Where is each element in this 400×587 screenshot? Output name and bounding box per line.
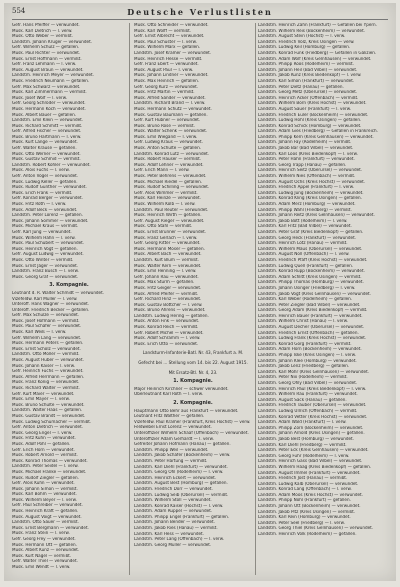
casualty-entry: Unteroffizier Adam Gerhardt — l. verw. xyxy=(134,436,214,442)
casualty-entry: Musk. Michael Kraus — vermißt. xyxy=(12,224,79,230)
casualty-entry: Musk. Albert Bach — verwundet. xyxy=(134,252,202,258)
section-heading: 3. Kompagnie. xyxy=(49,282,89,289)
casualty-entry: Musk. Josef Wolf — l. verw. xyxy=(12,95,68,101)
casualty-entry: Musk. Robert Arnold — vermißt. xyxy=(12,453,78,459)
section-heading: 1. Kompagnie. xyxy=(173,378,213,385)
casualty-entry: Musk. Emil Henning — l. verw. xyxy=(134,269,197,275)
casualty-entry: Musk. Karl Böhm — verwundet. xyxy=(12,492,77,498)
casualty-entry: Landstm. Wilhelm Reis (Bockenheim) — verwundet. xyxy=(258,28,366,34)
column-rule xyxy=(129,23,130,575)
casualty-entry: Leutnant Fritz Walther — gefallen. xyxy=(134,414,205,420)
casualty-entry: Musk. Albert Bauer — gefallen. xyxy=(12,112,77,118)
casualty-entry: Landstm. Georg Fuhr (Rödelheim) — l. verw. xyxy=(258,453,350,459)
casualty-entry: Landstm. Jakob Best (Homburg) — verwundet. xyxy=(258,436,354,442)
casualty-entry: Musk. Johann Lindner — verwundet. xyxy=(134,73,209,79)
casualty-entry: Landstm. Wilhelm Born (Kreis Höchst) — verwundet. xyxy=(258,101,367,107)
casualty-entry: Musk. Alois Fuchs — l. verw. xyxy=(12,168,70,174)
casualty-entry: Musk. Heinrich Hesse — vermißt. xyxy=(134,56,203,62)
casualty-entry: Gefr. Heinrich Fuchs — verwundet. xyxy=(12,369,84,375)
casualty-entry: Gefr. Max Schulze — verwundet. xyxy=(12,313,80,319)
casualty-entry: Landstm. Robert Köhler — verwundet. xyxy=(12,162,91,168)
casualty-entry: Landstm. Johann Bender — verwundet. xyxy=(134,520,215,526)
casualty-entry: Landstm. Adam Ruppel — verwundet. xyxy=(134,509,213,515)
casualty-entry: Musk. Bruno Schulte — verwundet. xyxy=(12,402,85,408)
casualty-entry: Musk. Franz Stein — l. verw. xyxy=(12,531,70,537)
casualty-entry: Musk. Paul Schäfer — verwundet. xyxy=(12,324,82,330)
casualty-entry: Landstm. Konrad Funk (Friedberg) — Gefallen in Galizien. xyxy=(258,50,377,56)
casualty-entry: Musk. Ernst Hoffmann — vermißt. xyxy=(12,56,82,62)
casualty-entry: Landstm. Johann Klee (Homburg) — verwundet. xyxy=(258,358,357,364)
casualty-entry: Landstm. Georg Thiel (Kreis Gelnhausen) — verwundet. xyxy=(258,526,374,532)
casualty-entry: Landstm. Jakob Ries (Hanau) — vermißt. xyxy=(134,526,218,532)
casualty-entry: Landstm. Ludwig Quell (Frankfurt) — gefallen. xyxy=(258,263,354,269)
casualty-entry: Musk. Otto Werner — verwundet. xyxy=(12,151,81,157)
casualty-entry: Gefr. Johann Rau — verwundet. xyxy=(134,274,199,280)
casualty-entry: Unteroff. Hans Wagner — verwundet. xyxy=(12,302,90,308)
casualty-entry: Landstm. Adam Schlitt (Kreis Usingen) — vermißt. xyxy=(258,274,362,280)
casualty-entry: Gefr. Ludwig Kraus — verwundet. xyxy=(134,140,203,146)
casualty-entry: Landstm. Konrad Lutz — verwundet. xyxy=(134,151,210,157)
casualty-entry: Musk. Ernst Scholz — verwundet. xyxy=(12,346,81,352)
casualty-entry: Landstm. Friedrich Ernst (Offenbach) — gefallen. xyxy=(258,330,359,336)
casualty-entry: Musk. Karl Weiß — l. verw. xyxy=(12,330,67,336)
casualty-entry: Landstm. August Decher (Oberursel) — verwundet. xyxy=(258,325,365,331)
casualty-entry: Leutnant d. R. Walter Schmidt — verwundet. xyxy=(12,290,105,296)
casualty-entry: Musk. Kurt Nagel — vermißt. xyxy=(12,553,72,559)
casualty-entry: Gefr. Robert Michel — verwundet. xyxy=(134,330,204,336)
casualty-entry: Musk. Richard Walter — vermißt. xyxy=(12,386,80,391)
casualty-entry: Landstm. Friedrich Dörr — verwundet. xyxy=(134,486,213,492)
casualty-entry: Landstm. Georg Trapp (Hanau) — gefallen. xyxy=(258,162,347,168)
casualty-entry: Musk. Karl Heinze — verwundet. xyxy=(134,196,201,202)
casualty-entry: Landstm. Jakob Bott (Rödelheim) — l. verw. xyxy=(258,218,348,224)
casualty-entry: Gefr. Alois Kuhn — verwundet. xyxy=(12,481,75,487)
casualty-entry: Musk. Fritz Martin — vermißt. xyxy=(134,90,195,96)
casualty-entry: Musk. Rudolf Ziegler — gefallen. xyxy=(12,475,79,481)
casualty-entry: Landstm. Ludwig Hohl (Kreis Usingen) — gefallen. xyxy=(258,118,362,124)
casualty-entry: Gefr. Georg Frey — verwundet. xyxy=(12,537,76,543)
casualty-entry: Landstm. Richard Brand — l. verw. xyxy=(134,101,206,107)
casualty-entry: Landstm. Konrad Lang (Offenbach) — l. verw. xyxy=(258,487,352,493)
casualty-entry: Landstm. Georg Ohl (Rödelheim) — l. verw. xyxy=(134,470,224,476)
running-head: Deutsche Verlustlisten xyxy=(127,7,273,17)
casualty-entry: Landstm. Konrad Rupp (Bockenheim) — verwundet. xyxy=(258,269,365,275)
column-1 xyxy=(12,23,126,575)
casualty-entry: Musk. Hermann Koch — verwundet. xyxy=(12,106,86,112)
casualty-entry: Gefr. Georg Schröder — verwundet. xyxy=(12,101,86,107)
casualty-entry: Landstm. Heinrich Seitz (Oberursel) — verwundet. xyxy=(258,168,363,174)
casualty-entry: Musk. Otto Schneider — verwundet. xyxy=(134,23,209,28)
page-header xyxy=(12,7,388,20)
casualty-entry: Landstm. Friedrich Euler (Bockenheim) — verwundet. xyxy=(258,112,369,118)
casualty-entry: Gefr. Walter Krause — gefallen. xyxy=(12,146,77,152)
casualty-entry: Musk. Hermann Moser — gefallen. xyxy=(134,246,205,252)
casualty-entry: Landstm. Adam Horn (Bockenheim) — verwundet. xyxy=(258,347,362,353)
casualty-entry: Landstm. Heinrich Lotz (Hanau) — vermißt. xyxy=(258,241,348,247)
casualty-entry: Gefr. Wilhelm Lang — verwundet. xyxy=(12,335,82,341)
unit-notice: Gefecht bei ... Stellung vom 14. bis 22. August 1915. xyxy=(138,361,248,367)
casualty-entry: Gefr. Walter Thiel — verwundet. xyxy=(12,559,78,565)
casualty-entry: Landstm. Peter Nix (Rödelheim) — vermißt. xyxy=(258,375,348,381)
casualty-entry: Landstm. Friedrich Appel (Frankfurt) — l. verw. xyxy=(258,185,355,191)
casualty-entry: Musk. Hermann Ott — gefallen. xyxy=(12,542,77,548)
casualty-entry: Musk. Karl Dietrich — l. verw. xyxy=(12,28,73,34)
casualty-entry: Musk. Karl Zimmermann — vermißt. xyxy=(12,90,87,96)
casualty-entry: Landstm. Peter Hahn (Frankfurt) — verwundet. xyxy=(258,157,355,163)
casualty-entry: Musk. Johann Kaiser — l. verw. xyxy=(12,363,75,369)
casualty-entry: Musk. Peter Behrens — verwundet. xyxy=(134,174,207,180)
newspaper-page xyxy=(4,3,396,581)
casualty-entry: Landstm. Karl Hess — verwundet. xyxy=(134,531,204,537)
casualty-entry: Musk. August Huber — verwundet. xyxy=(12,358,84,364)
casualty-entry: Oberleutnant Karl Roth — l. verw. xyxy=(134,392,203,398)
casualty-entry: Landstm. Friedrich Volz, Kreis Usingen — verw. xyxy=(258,39,355,45)
casualty-entry: Hauptmann Otto Behr aus Frankfurt — verwundet. xyxy=(134,408,239,414)
casualty-entry: Landstm. Heinrich Eckert — verwundet. xyxy=(134,475,217,481)
casualty-entry: Landstm. Ludwig Seib (Oberursel) — vermißt. xyxy=(134,492,229,498)
casualty-entry: Musk. Alfred Pfeifer — vermißt. xyxy=(134,291,199,297)
casualty-entry: Landstm. Wilhelm Nies (Offenbach) — vermißt. xyxy=(258,174,356,180)
casualty-entry: Landstm. Karl Diehl (Frankfurt) — verwundet. xyxy=(134,464,228,470)
casualty-entry: Landstm. Adam Wolf (Kreis Gelnhausen) — verwundet. xyxy=(258,56,372,62)
casualty-entry: Musk. Konrad Thomas — verwundet. xyxy=(12,458,88,464)
casualty-entry: Landstm. Ludwig Frank (Kreis Höchst) — verwundet. xyxy=(258,336,367,342)
casualty-entry: Landstm. Heinrich Meyer — verwundet. xyxy=(12,73,94,79)
casualty-entry: Landstm. Heinrich Volk (Rödelheim) — gefallen. xyxy=(258,532,357,538)
casualty-entry: Musk. Ernst Brunner — verwundet. xyxy=(134,229,207,235)
casualty-entry: Musk. Bruno Hartmann — l. verw. xyxy=(12,134,82,140)
casualty-entry: Musk. August Braun — verwundet. xyxy=(12,67,84,73)
casualty-entry: Gefr. Franz Ebert — verwundet. xyxy=(134,62,199,68)
casualty-entry: Musk. Gustav Böttcher — l. verw. xyxy=(134,302,203,308)
casualty-entry: Musk. Kurt Lange — verwundet. xyxy=(12,140,78,146)
casualty-entry: Gefr. Konrad Berger — verwundet. xyxy=(12,196,83,202)
casualty-entry: Musk. Josef Hofmann — vermißt. xyxy=(12,318,80,324)
casualty-entry: Gefreiter Johann Hofmann (Hanau) — gefallen. xyxy=(134,442,231,448)
casualty-entry: Musk. Hermann Schütz — verwundet. xyxy=(134,106,212,112)
casualty-entry: Landstm. Heinrich Acker (Offenbach) — vermißt. xyxy=(258,95,359,101)
casualty-entry: Gefr. Paul Schreiber — verwundet. xyxy=(12,503,83,509)
casualty-entry: Musk. Bruno Rose — vermißt. xyxy=(134,123,195,129)
casualty-entry: Landstm. Jakob Pitz (Kreis Usingen) — vermißt. xyxy=(258,509,356,515)
casualty-entry: Musk. Johann Sommer — verwundet. xyxy=(12,218,89,224)
casualty-entry: Musk. Karl Wolff — vermißt. xyxy=(134,28,192,34)
casualty-entry: Musk. Paul Schubert — verwundet. xyxy=(12,241,85,247)
casualty-entry: Unteroff. Friedrich Becker — gefallen. xyxy=(12,307,90,313)
casualty-entry: Musk. Johann Simon — vermißt. xyxy=(12,486,78,492)
casualty-entry: Gefr. Ernst Albrecht — verwundet. xyxy=(134,34,205,40)
casualty-entry: Gefr. Richard Hinz — verwundet. xyxy=(134,297,202,303)
casualty-entry: Gefr. Max Schwarz — verwundet. xyxy=(12,84,81,90)
casualty-entry: Landstm. Jakob Kunz (Kreis Biedenkopf) — l. verw. xyxy=(258,73,362,79)
casualty-entry: Landstm. Ludwig Kalb (Oberursel) — verwundet. xyxy=(258,481,359,487)
casualty-entry: Musk. Otto Stahl — vermißt. xyxy=(134,224,193,230)
casualty-entry: Feldwebel Ernst Lorenz — verwundet. xyxy=(134,425,212,431)
casualty-entry: Musk. Ludwig Schumacher — vermißt. xyxy=(12,419,92,425)
casualty-entry: Landstm. Johann Heil (Bad Vilbel) — verwundet. xyxy=(258,67,358,73)
casualty-entry: Landstm. Adam Gies (Friedberg) — Gefallen in Frankreich. xyxy=(258,129,378,135)
casualty-entry: Landstm. Peter Eck (Kreis Gelnhausen) — verwundet. xyxy=(258,448,369,454)
casualty-entry: Landstm. Heinrich Zahn (Frankfurt) — Gefallen bei Ypern. xyxy=(258,23,377,28)
casualty-entry: Musk. Ernst Bergmann — verwundet. xyxy=(12,525,89,531)
casualty-entry: Landstm. Johann Arnold (Kreis Usingen) — gefallen. xyxy=(258,431,365,437)
casualty-entry: Landstm. Karl Diehl (Friedberg) — vermißt. xyxy=(258,442,347,448)
casualty-entry: Landstm. Karl Weber (Rödelheim) — gefallen. xyxy=(258,297,353,303)
casualty-entry: Landstm. August Immel (Frankfurt) — verwundet. xyxy=(258,470,361,476)
casualty-entry: Landstm. Wilhelm Stoll — verwundet. xyxy=(134,498,212,504)
casualty-entry: Landstm. Ludwig Jung (Bockenheim) — verwundet. xyxy=(258,190,364,196)
casualty-entry: Musk. Rudolf Schilling — verwundet. xyxy=(134,185,210,191)
casualty-entry: Musk. Erich Otto — verwundet. xyxy=(134,341,199,347)
casualty-entry: Landstm. Wilhelm Haag (Kreis Biedenkopf) — gefallen. xyxy=(258,464,372,470)
casualty-entry: Musk. Walter Kern — verwundet. xyxy=(134,263,202,269)
casualty-entry: Landstm. Peter Ziegler (Bad Vilbel) — verwundet. xyxy=(258,302,361,308)
casualty-entry: Landstm. Wilhelm Christ (Hanau) — l. verw. xyxy=(258,319,348,325)
column-rule xyxy=(255,23,256,575)
casualty-entry: Musk. Paul Richter — verwundet. xyxy=(12,50,81,56)
column-2 xyxy=(134,23,252,575)
casualty-entry: Musk. Hermann Peters — gefallen. xyxy=(12,341,84,347)
casualty-entry: Musk. Alfred Sander — verwundet. xyxy=(134,95,206,101)
casualty-entry: Musk. Michael Franke — verwundet. xyxy=(12,469,87,475)
casualty-entry: Landstm. Wilhelm Maus (Oberursel) — verwundet. xyxy=(258,246,363,252)
casualty-entry: Landstm. Josef Kramer — verwundet. xyxy=(134,50,212,56)
casualty-entry: Musk. Robert Hauser — vermißt. xyxy=(134,157,202,163)
casualty-entry: Landstm. Paul Reuter — verwundet. xyxy=(134,207,209,213)
casualty-entry: Musk. Albert Kunz — verwundet. xyxy=(12,548,80,554)
casualty-entry: Gefr. Karl Jung — verwundet. xyxy=(12,229,72,235)
casualty-entry: Musk. Fritz Kühn — verwundet. xyxy=(12,436,76,442)
casualty-entry: Musk. Friedrich Neumann — gefallen. xyxy=(12,78,90,84)
casualty-entry: Musk. Wilhelm Kolb — l. verw. xyxy=(134,202,196,207)
casualty-entry: Landstm. August Noll (Offenbach) — l. verw. xyxy=(258,252,350,258)
casualty-entry: Gefr. Kurt Maier — verwundet. xyxy=(12,391,75,397)
casualty-entry: Musk. Georg Engel — l. verw. xyxy=(12,430,73,436)
casualty-entry: Gefr. Kurt Hübner — verwundet. xyxy=(134,118,201,124)
casualty-entry: Landstm. Konrad Vetter (Kreis Höchst) — verwundet. xyxy=(258,414,368,420)
casualty-entry: Landstm. Philipp Roos (Rödelheim) — vermißt. xyxy=(258,62,354,68)
casualty-entry: Musk. Ernst Jäger — verwundet. xyxy=(12,263,79,269)
casualty-entry: Landstm. Peter Lang (Offenbach) — l. verw. xyxy=(134,537,224,543)
casualty-entry: Musk. Michael Riedel — gefallen. xyxy=(134,179,203,185)
casualty-entry: Landstm. Johann Reitz (Kreis Gelnhausen) — verwundet. xyxy=(258,213,375,219)
casualty-entry: Landstm. Philipp Nohl (Frankfurt) — gefallen. xyxy=(258,498,351,504)
casualty-entry: Landstm. Kurt Blum — vermißt. xyxy=(134,257,199,263)
casualty-entry: Musk. Franz König — verwundet. xyxy=(12,380,80,386)
casualty-entry: Unteroffizier Wilhelm Schaaf (Offenbach) — verwundet. xyxy=(134,430,249,436)
casualty-entry: Musk. Emil Wendt — l. verw. xyxy=(12,565,71,570)
casualty-entry: Landstm. Konrad Kling (Kreis Usingen) — gefallen. xyxy=(258,196,362,202)
casualty-entry: Musk. Anton Fink — verwundet. xyxy=(134,319,200,325)
casualty-entry: Gefr. Anton Dietrich — verwundet. xyxy=(12,425,84,431)
casualty-entry: Gefr. Hans Pfeiffer — verwundet. xyxy=(12,23,80,28)
casualty-entry: Landstm. Jakob Bär (Bad Vilbel) — verwundet. xyxy=(258,146,354,152)
casualty-entry: Musk. Fritz Geiger — verwundet. xyxy=(134,285,202,291)
casualty-entry: Musk. Max Heinrich — gefallen. xyxy=(134,78,200,84)
casualty-entry: Landstm. Peter Seidel — l. verw. xyxy=(12,464,79,470)
casualty-entry: Landstm. Peter Lorenz — gefallen. xyxy=(12,213,83,219)
casualty-entry: Landstm. Peter Seel (Friedberg) — l. verw. xyxy=(258,520,345,526)
casualty-entry: Gefr. Franz Lehmann — l. verw. xyxy=(12,62,77,68)
casualty-entry: Landstm. August Ochs (Kreis Höchst) — verwundet. xyxy=(258,179,366,185)
casualty-entry: Landstm. Friedrich Tauber (Oberursel) — verwundet. xyxy=(258,403,367,409)
casualty-entry: Landstm. Philipp Weil — verwundet. xyxy=(134,447,209,453)
casualty-entry: Major Heinrich Kirchner — schwer verwundet. xyxy=(134,386,229,392)
casualty-entry: Landstm. Johann Ott (Bockenheim) — verwundet. xyxy=(258,504,361,510)
casualty-entry: Landstm. Karl Rein (Homburg) — verwundet. xyxy=(258,515,351,521)
casualty-entry: Landstm. Karl Fritz (Bad Vilbel) — verwundet. xyxy=(258,224,352,230)
casualty-entry: Landstm. Peter Graf (Kreis Biedenkopf) — gefallen. xyxy=(258,229,364,235)
casualty-entry: Landstm. Ludwig Hering — gefallen. xyxy=(134,313,209,319)
casualty-entry: Landstm. Georg Heck (Frankfurt) — verwundet. xyxy=(258,235,357,241)
casualty-entry: Landstm. Philipp Iske (Kreis Usingen) — l. verw. xyxy=(258,353,356,359)
casualty-entry: Musk. Otto Winter — vermißt. xyxy=(12,257,74,263)
casualty-entry: Landstm. Heinrich Bauer (Frankfurt) — verwundet. xyxy=(258,313,363,319)
casualty-entry: Landstm. Jakob Lenz (Friedberg) — gefallen. xyxy=(258,364,350,370)
casualty-entry: Landstm. Heinrich Gass (Bad Vilbel) — verwundet. xyxy=(258,459,363,465)
casualty-entry: Landstm. Emil Klein — verwundet. xyxy=(12,118,84,124)
casualty-entry: Musk. Emil Wiegand — l. verw. xyxy=(134,134,198,140)
casualty-entry: Musk. Adolf Beck — verwundet. xyxy=(12,207,78,213)
casualty-entry: Musk. Heinrich Vogt — gefallen. xyxy=(12,246,78,252)
casualty-entry: Landstm. Konrad Schick (Homburg) — verwundet. xyxy=(258,123,362,129)
casualty-entry: Landstm. August Sack (Hanau) — gefallen. xyxy=(258,397,347,403)
casualty-entry: Vizefeldw. Paul Krämer (Frankfurt, Kreis Höchst) — verw. xyxy=(134,419,251,425)
casualty-entry: Landstm. Philipp Engel (Frankfurt) — gefallen. xyxy=(134,514,230,520)
casualty-entry: Landstm. Walter Haas — gefallen. xyxy=(12,408,83,414)
casualty-entry: Musk. Bruno Ahrens — verwundet. xyxy=(134,308,206,314)
casualty-entry: Landstm. August Best (Homburg) — gefallen. xyxy=(134,481,228,487)
casualty-entry: Musk. Max Sturm — gefallen. xyxy=(134,280,195,286)
casualty-entry: Landstm. Konrad Kaiser (Höchst) — l. verw. xyxy=(134,503,224,509)
casualty-entry: Landstm. Johann Fay (Rödelheim) — vermißt. xyxy=(258,140,352,146)
casualty-entry: Landstm. Adam Wald (Frankfurt) — l. verw. xyxy=(258,420,347,426)
column-3 xyxy=(258,23,388,575)
casualty-entry: Landstm. Karl Mohr (Kreis Gelnhausen) — verwundet. xyxy=(258,369,370,375)
casualty-entry: Musk. Gustav Schmid — vermißt. xyxy=(12,157,81,163)
casualty-entry: Landstm. Georg Müller — verwundet. xyxy=(134,542,212,548)
casualty-entry: Musk. Walter Schenk — verwundet. xyxy=(134,129,208,135)
casualty-entry: Landstm. Friedrich Pfaff (Kreis Höchst) — verwundet. xyxy=(258,257,368,263)
casualty-entry: Musk. Wilhelm Hahn — l. verw. xyxy=(12,235,76,241)
section-heading: 2. Kompagnie. xyxy=(173,400,213,406)
casualty-entry: Musk. Anton Schulte — gefallen. xyxy=(134,146,202,152)
casualty-entry: Landstm. Franz Busch — l. verw. xyxy=(12,269,79,275)
casualty-entry: Landstm. Ludwig Keil (Homburg) — gefallen. xyxy=(258,45,351,51)
casualty-entry: Musk. Ludwig Keller — gefallen. xyxy=(12,179,78,185)
casualty-entry: Gefr. Erich Mann — l. verw. xyxy=(134,168,190,174)
casualty-entry: Musk. Heinrich Kraft — gefallen. xyxy=(12,509,79,515)
casualty-entry: Landstm. Peter Hartung — vermißt. xyxy=(134,458,208,464)
casualty-entry: Musk. Franz Gerlach — l. verw. xyxy=(134,235,198,241)
casualty-entry: Landstm. Karl Simon (Frankfurt) — verwundet. xyxy=(258,78,355,84)
casualty-entry: Landstm. Otto Sauer — vermißt. xyxy=(12,520,79,526)
casualty-entry: Vizefeldw. Karl Müller — l. verw. xyxy=(12,296,78,302)
casualty-entry: Landstm. Adam Merz (Homburg) — verwundet. xyxy=(258,202,356,207)
casualty-entry: Landstm. Peter Dietz (Hanau) — gefallen. xyxy=(258,84,344,90)
casualty-entry: Musk. Rudolf Günther — verwundet. xyxy=(12,185,87,191)
casualty-entry: Gefr. Alfred Fischer — verwundet. xyxy=(12,129,82,135)
unit-notice: Mit Ersatz-Btl. Nr. 4, 23. xyxy=(168,370,218,376)
casualty-entry: Musk. Georg Graf — verwundet. xyxy=(12,274,79,280)
casualty-entry: Gefr. Wilhelm Schulz — gefallen. xyxy=(12,45,80,51)
casualty-entry: Landstm. Georg Ohly (Bad Vilbel) — verwundet. xyxy=(258,381,358,386)
page-number: 554 xyxy=(12,7,26,15)
casualty-entry: Landstm. Konrad Görg (Frankfurt) — vermißt. xyxy=(258,341,352,347)
casualty-entry: Landstm. Georg Adam (Kreis Biedenkopf) — vermißt. xyxy=(258,308,368,314)
casualty-entry: Musk. Fritz Roth — l. verw. xyxy=(12,202,67,207)
casualty-entry: Landstm. Philipp Wahl (Friedberg) — vermißt. xyxy=(258,207,352,213)
casualty-entry: Gefr. August Ludwig — verwundet. xyxy=(12,252,84,258)
casualty-entry: Musk. Emil Mayer — l. verw. xyxy=(12,397,70,403)
casualty-entry: Musk. Alfred Herrmann — gefallen. xyxy=(12,374,85,380)
casualty-entry: Musk. Gustav Baumann — gefallen. xyxy=(134,112,208,118)
casualty-entry: Musk. Paul Schuster — l. verw. xyxy=(134,39,197,45)
casualty-entry: Landstm. Adam Moos (Kreis Höchst) — verwundet. xyxy=(258,492,363,498)
casualty-entry: Musk. Adolf Schramm — l. verw. xyxy=(134,336,201,342)
casualty-entry: Landstm. Philipp Thomas (Homburg) — verwundet. xyxy=(258,280,364,286)
casualty-entry: Musk. Richard Schmitt — vermißt. xyxy=(12,123,83,129)
casualty-entry: Landstm. Georg Metz (Oberursel) — verwundet. xyxy=(258,90,358,96)
casualty-entry: Landstm. Heinrich Paul (Kreis Biedenkopf) — l. verw. xyxy=(258,386,367,392)
casualty-entry: Musk. Wilhelm Marx — gefallen. xyxy=(134,45,201,51)
casualty-entry: Gefr. August Rieger — verwundet. xyxy=(134,218,205,224)
casualty-entry: Landstm. Johann Krüger — verwundet. xyxy=(12,39,93,45)
casualty-entry: Gefr. Georg Ritter — verwundet. xyxy=(134,241,201,247)
casualty-entry: Musk. Wilhelm Beyer — l. verw. xyxy=(12,497,77,503)
casualty-entry: Musk. Otto Weber — vermißt. xyxy=(12,34,73,40)
casualty-entry: Gefr. Alois Wimmer — vermißt. xyxy=(134,190,198,196)
casualty-entry: Landstm. Ludwig Ullrich (Offenbach) — vermißt. xyxy=(258,408,358,414)
casualty-entry: Landstm. Wilhelm Rau (Frankfurt) — verwundet. xyxy=(258,392,358,398)
casualty-entry: Musk. Gustav Brandt — verwundet. xyxy=(12,413,86,419)
casualty-entry: Musk. Heinrich Wirth — gefallen. xyxy=(134,213,202,219)
casualty-entry: Musk. August Voigt — verwundet. xyxy=(12,514,82,520)
casualty-entry: Musk. Adolf Pohl — gefallen. xyxy=(12,441,71,447)
casualty-entry: Musk. Adolf Lehner — verwundet. xyxy=(134,162,204,168)
casualty-entry: Landstm. Jakob Vogt (Kreis Gelnhausen) — verwundet. xyxy=(258,291,371,297)
casualty-entry: Landstm. Karl Loos (Kreis Biedenkopf) — l. verw. xyxy=(258,151,358,157)
casualty-entry: Landstm. Friedrich Jost (Hanau) — vermißt. xyxy=(258,476,348,482)
casualty-entry: Landstm. Otto Möller — vermißt. xyxy=(12,352,80,358)
casualty-entry: Musk. August Paul — l. verw. xyxy=(134,67,194,73)
casualty-entry: Musk. Konrad Reich — vermißt. xyxy=(134,325,199,331)
casualty-entry: Gefr. Erich Horn — verwundet. xyxy=(12,447,75,453)
casualty-entry: Musk. Erich Frank — vermißt. xyxy=(12,190,73,196)
casualty-entry: Landstm. August Sauer (Frankfurt) — l. verw. xyxy=(258,106,351,112)
casualty-entry: Landstm. August Stein (Höchst) — l. verw. xyxy=(258,34,346,40)
casualty-entry: Gefr. Anton Vogel — verwundet. xyxy=(12,174,79,180)
casualty-entry: Landstm. Philipp Kern (Kreis Gelnhausen) — verwundet. xyxy=(258,134,374,140)
casualty-entry: Gefr. Georg Kurz — verwundet. xyxy=(134,84,199,90)
casualty-entry: Landstm. Johann Usinger (Friedberg) — l. verw. xyxy=(258,285,356,291)
unit-notice: Landsturm-Infanterie-Batl. Nr. 43, Frankfurt a. M. xyxy=(142,351,244,357)
casualty-entry: Landstm. Philipp Zorn (Bockenheim) — verwundet. xyxy=(258,425,364,431)
casualty-entry: Landstm. Jakob Schäfer (Bockenheim) — verw. xyxy=(134,453,231,459)
